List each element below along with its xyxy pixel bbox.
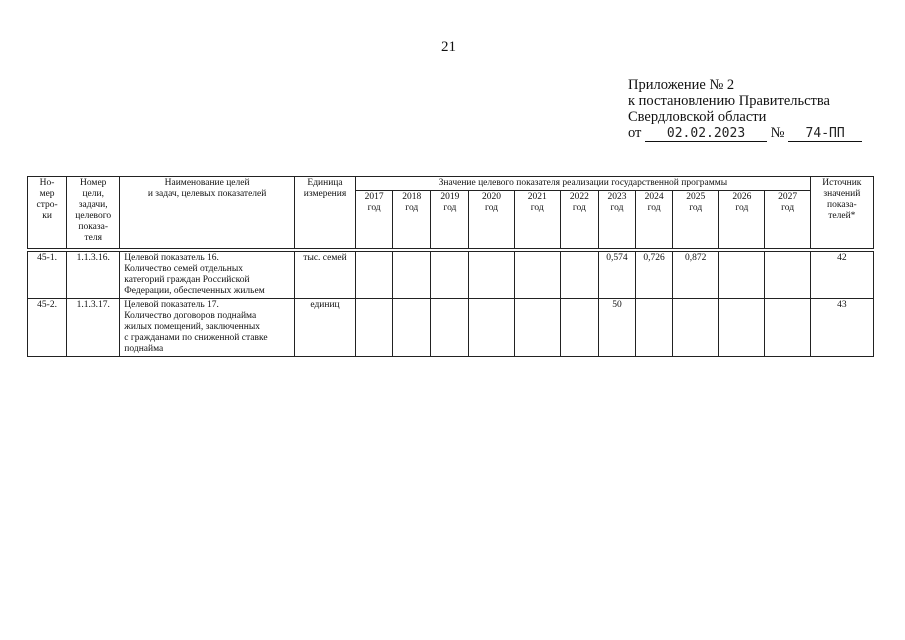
year-value: 2023 <box>607 192 627 202</box>
year-header-2019 <box>431 191 469 249</box>
resolution-number: 74-ПП <box>788 127 862 142</box>
resolution-date: 02.02.2023 <box>645 127 767 142</box>
year-header-2024 <box>636 191 673 249</box>
appendix-title: Приложение № 2 <box>628 77 735 93</box>
header-source: Источник значений показа- телей* <box>810 177 873 249</box>
year-unit-label: год <box>689 203 703 213</box>
year-value: 2019 <box>440 192 460 202</box>
year-value: 2026 <box>732 192 752 202</box>
cell-source: 42 <box>810 252 873 299</box>
year-value: 2021 <box>527 192 547 202</box>
cell-row-no: 45-2. <box>28 299 67 357</box>
year-header-2020 <box>469 191 514 249</box>
cell-source: 43 <box>810 299 873 357</box>
cell-value-2022 <box>560 299 598 357</box>
year-unit-label: год <box>405 203 419 213</box>
cell-value-2020 <box>469 299 514 357</box>
appendix-heading <box>628 77 862 142</box>
cell-value-2017 <box>356 299 393 357</box>
year-value: 2022 <box>569 192 589 202</box>
cell-name: Целевой показатель 16. Количество семей отдельных категорий граждан Российской Федерации, обеспеченных жильем <box>120 252 295 299</box>
page-number: 21 <box>441 39 456 55</box>
cell-value-2027 <box>765 252 810 299</box>
cell-value-2018 <box>393 299 431 357</box>
year-header-2021 <box>514 191 560 249</box>
cell-value-2021 <box>514 299 560 357</box>
cell-value-2025: 0,872 <box>673 252 719 299</box>
year-header-2017 <box>356 191 393 249</box>
cell-goal-no: 1.1.3.17. <box>67 299 120 357</box>
header-goal-no: Номер цели, задачи, целевого показа- теля <box>67 177 120 249</box>
year-unit-label: год <box>781 203 795 213</box>
header-unit: Единица измерения <box>294 177 355 249</box>
appendix-date-number-line <box>628 125 862 142</box>
cell-value-2018 <box>393 252 431 299</box>
year-unit-label: год <box>572 203 586 213</box>
year-header-2025 <box>673 191 719 249</box>
table-row <box>28 252 874 299</box>
cell-value-2025 <box>673 299 719 357</box>
year-header-2018 <box>393 191 431 249</box>
cell-value-2024: 0,726 <box>636 252 673 299</box>
cell-value-2027 <box>765 299 810 357</box>
year-header-2026 <box>719 191 765 249</box>
year-header-2027 <box>765 191 810 249</box>
year-value: 2017 <box>364 192 384 202</box>
year-header-2022 <box>560 191 598 249</box>
year-unit-label: год <box>443 203 457 213</box>
header-row-no: Но- мер стро- ки <box>28 177 67 249</box>
cell-value-2021 <box>514 252 560 299</box>
year-unit-label: год <box>485 203 499 213</box>
cell-unit: единиц <box>294 299 355 357</box>
year-unit-label: год <box>367 203 381 213</box>
cell-value-2023: 50 <box>598 299 635 357</box>
cell-value-2023: 0,574 <box>598 252 635 299</box>
date-prefix: от <box>628 125 642 141</box>
cell-name: Целевой показатель 17. Количество договоров поднайма жилых помещений, заключенных с гражданами по сниженной ставке поднайма <box>120 299 295 357</box>
cell-value-2019 <box>431 299 469 357</box>
year-value: 2025 <box>686 192 706 202</box>
cell-value-2017 <box>356 252 393 299</box>
number-prefix: № <box>770 125 785 141</box>
cell-value-2020 <box>469 252 514 299</box>
appendix-resolution-line: к постановлению Правительства <box>628 93 830 109</box>
targets-table <box>27 176 874 357</box>
year-value: 2024 <box>644 192 664 202</box>
header-name: Наименование целей и задач, целевых показателей <box>120 177 295 249</box>
appendix-region-line: Свердловской области <box>628 109 767 125</box>
cell-value-2022 <box>560 252 598 299</box>
year-value: 2027 <box>778 192 798 202</box>
cell-goal-no: 1.1.3.16. <box>67 252 120 299</box>
year-unit-label: год <box>735 203 749 213</box>
cell-value-2024 <box>636 299 673 357</box>
header-values-group: Значение целевого показателя реализации государственной программы <box>356 177 811 191</box>
cell-value-2026 <box>719 299 765 357</box>
cell-unit: тыс. семей <box>294 252 355 299</box>
cell-value-2019 <box>431 252 469 299</box>
cell-value-2026 <box>719 252 765 299</box>
cell-row-no: 45-1. <box>28 252 67 299</box>
year-unit-label: год <box>610 203 624 213</box>
year-header-2023 <box>598 191 635 249</box>
year-unit-label: год <box>647 203 661 213</box>
year-value: 2018 <box>402 192 422 202</box>
table-row <box>28 299 874 357</box>
year-value: 2020 <box>482 192 502 202</box>
year-unit-label: год <box>530 203 544 213</box>
header-row <box>28 177 874 191</box>
